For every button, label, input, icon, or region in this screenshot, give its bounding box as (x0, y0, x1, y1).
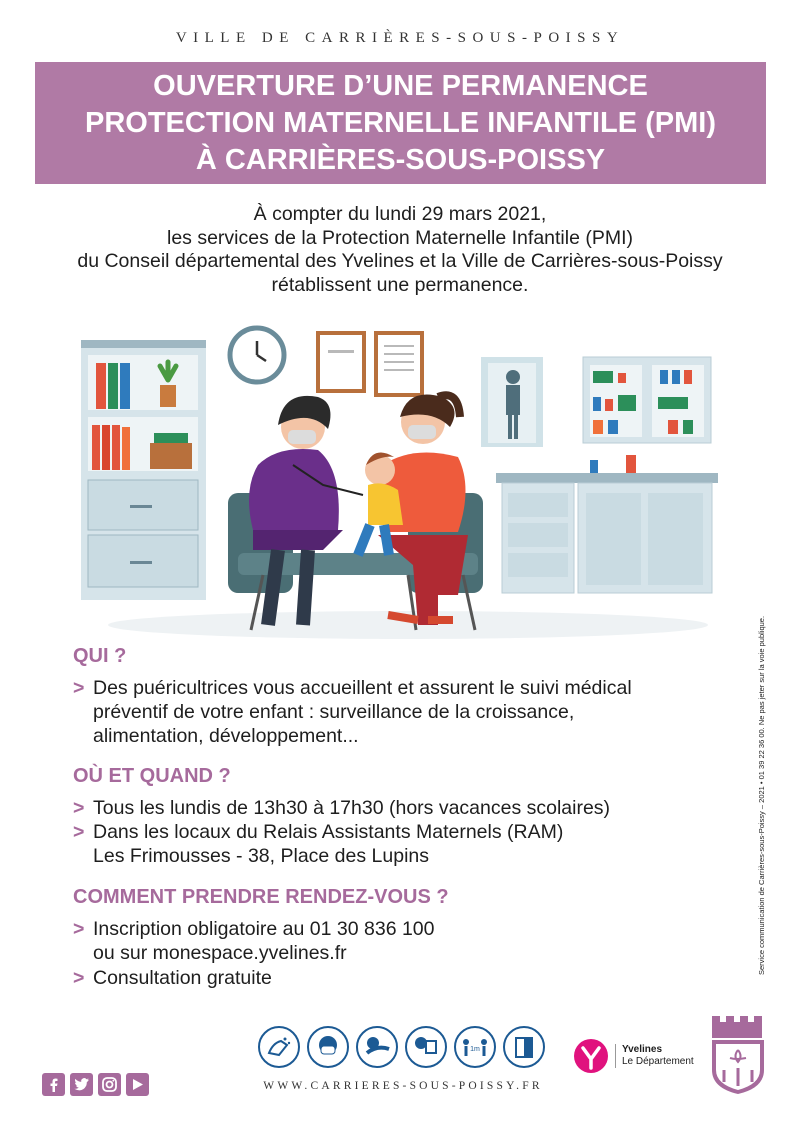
yvelines-logo (573, 1038, 694, 1074)
youtube-icon[interactable] (126, 1073, 149, 1096)
yvelines-logo-icon (573, 1038, 609, 1074)
intro-line: les services de la Protection Maternelle Infantile (PMI) (166, 226, 634, 249)
yvelines-label: Yvelines (622, 1044, 663, 1055)
cough-elbow-icon (356, 1026, 398, 1068)
intro-line: À compter du lundi 29 mars 2021, (253, 203, 547, 225)
item-text: Dans les locaux du Relais Assistants Maternels (RAM) (93, 821, 564, 843)
item-text: préventif de votre enfant : surveillance de la croissance, (93, 701, 575, 723)
banner-line-3: À CARRIÈRES-SOUS-POISSY (195, 144, 606, 176)
distance-icon (454, 1026, 496, 1068)
list-item (73, 676, 632, 748)
social-links (42, 1073, 149, 1096)
item-text: alimentation, développement... (93, 725, 359, 747)
arrow-bullet-icon: > (73, 967, 85, 989)
facebook-icon[interactable] (42, 1073, 65, 1096)
arrow-bullet-icon: > (73, 821, 85, 843)
shelf-illustration (81, 340, 206, 600)
arrow-bullet-icon: > (73, 918, 85, 940)
section-title-ou-et-quand: OÙ ET QUAND ? (73, 765, 231, 787)
list-item (73, 820, 563, 868)
twitter-icon[interactable] (70, 1073, 93, 1096)
item-text: Des puéricultrices vous accueillent et assurent le suivi médical (93, 677, 632, 699)
tissue-icon (405, 1026, 447, 1068)
website-url[interactable]: WWW.CARRIERES-SOUS-POISSY.FR (263, 1080, 543, 1092)
intro-line: du Conseil départemental des Yvelines et la Ville de Carrières-sous-Poissy (77, 250, 723, 272)
barrier-gestures (258, 1026, 545, 1068)
banner-line-2: PROTECTION MATERNELLE INFANTILE (PMI) (85, 107, 716, 139)
city-header: VILLE DE CARRIÈRES-SOUS-POISSY (175, 30, 625, 46)
item-text: Inscription obligatoire au 01 30 836 100 (93, 918, 435, 940)
section-title-rendez-vous: COMMENT PRENDRE RENDEZ-VOUS ? (73, 886, 449, 908)
door-icon (503, 1026, 545, 1068)
distance-label: 1m (470, 1046, 480, 1053)
list-item (73, 917, 435, 965)
section-title-qui: QUI ? (73, 645, 127, 667)
list-item (73, 796, 610, 820)
title-banner (35, 62, 766, 184)
item-text: Les Frimousses - 38, Place des Lupins (93, 845, 429, 867)
departement-label: Le Département (622, 1056, 694, 1067)
list-item (73, 966, 272, 990)
consultation-illustration (78, 325, 718, 640)
arrow-bullet-icon: > (73, 677, 85, 699)
mask-icon (307, 1026, 349, 1068)
city-crest-icon (708, 1012, 768, 1096)
doctor-illustration (249, 396, 363, 625)
intro-line: rétablissent une permanence. (271, 273, 529, 296)
instagram-icon[interactable] (98, 1073, 121, 1096)
banner-line-1: OUVERTURE D’UNE PERMANENCE (153, 70, 648, 102)
item-text: ou sur monespace.yvelines.fr (93, 942, 347, 964)
hand-washing-icon (258, 1026, 300, 1068)
side-credit: Service communication de Carrières-sous-Poissy – 2021 • 01 39 22 36 00. Ne pas jeter sur la voie publique. (757, 615, 766, 975)
arrow-bullet-icon: > (73, 797, 85, 819)
item-text: Consultation gratuite (93, 967, 272, 989)
intro-text (0, 203, 800, 297)
item-text: Tous les lundis de 13h30 à 17h30 (hors vacances scolaires) (93, 797, 611, 819)
